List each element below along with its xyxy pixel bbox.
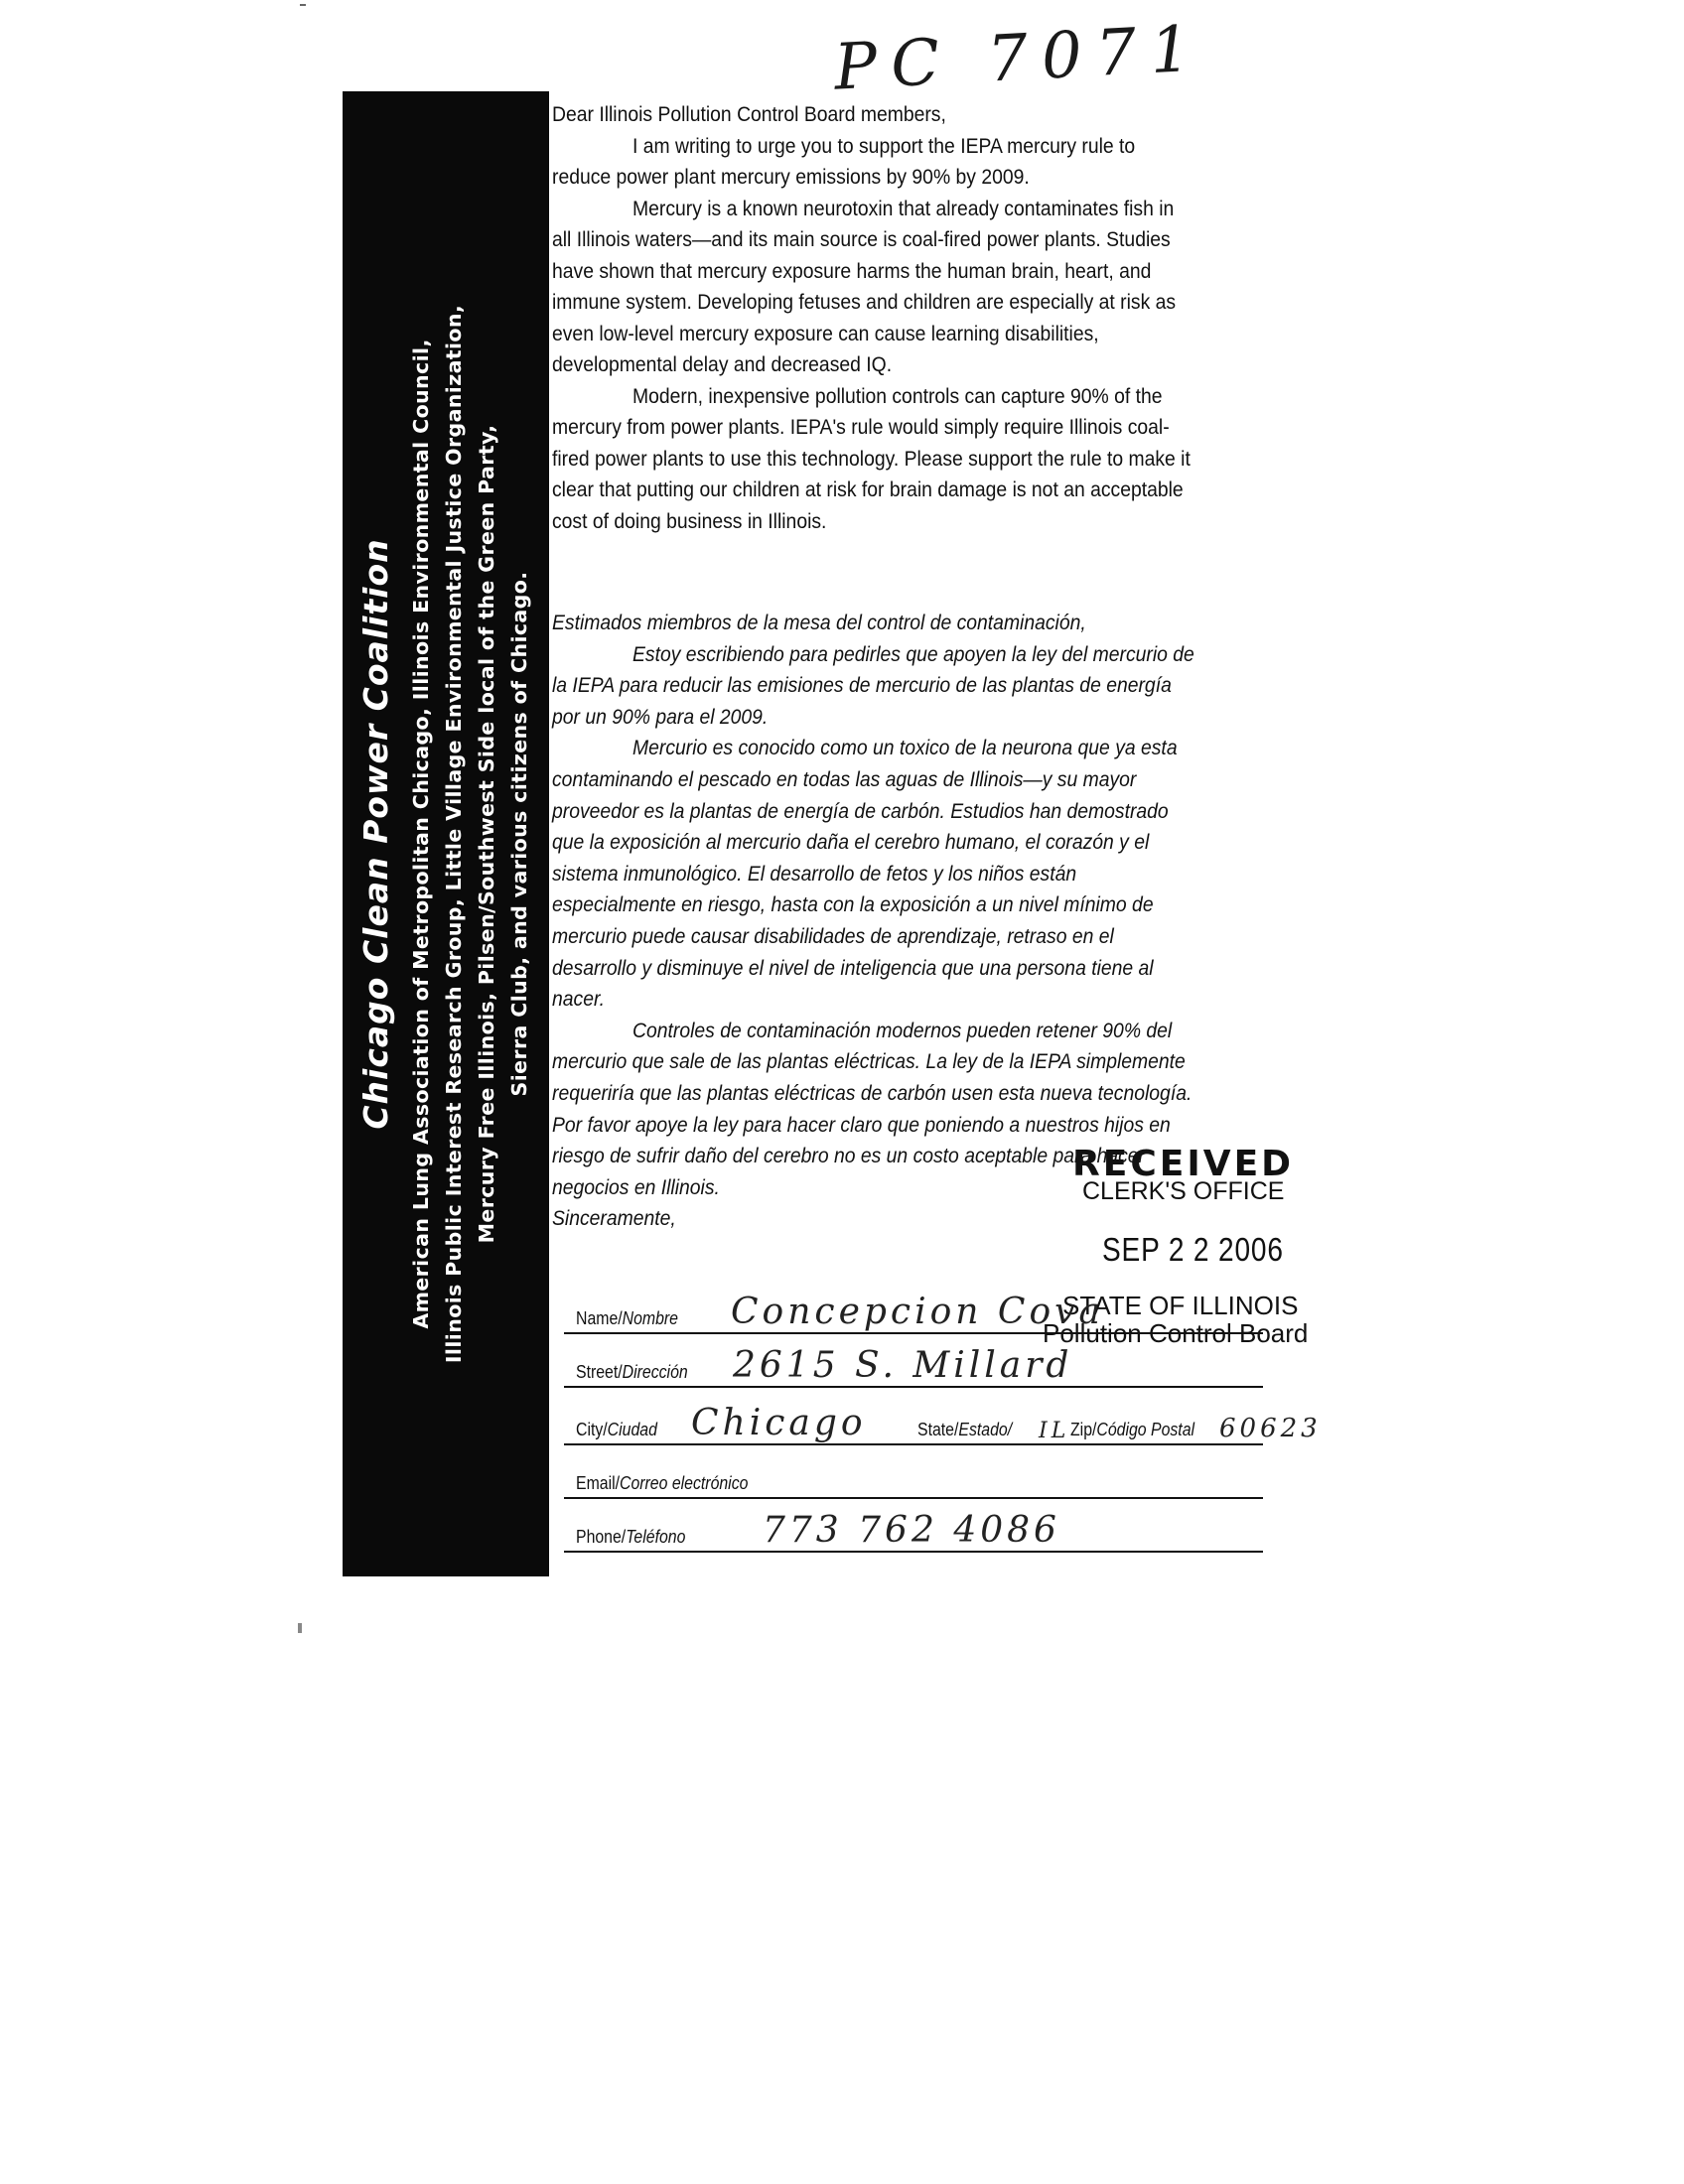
coalition-members-line-4: Sierra Club, and various citizens of Chicago. [506, 571, 531, 1097]
spanish-letter [552, 608, 1195, 1235]
phone-field[interactable] [564, 1510, 1263, 1553]
spanish-closing: Sinceramente, [552, 1206, 676, 1231]
email-label: Email/Correo electrónico [576, 1473, 749, 1493]
spanish-paragraph-1: Estoy escribiendo para pedirles que apoyen la ley del mercurio de la IEPA para reducir las emisiones de mercurio de las plantas de energía por un 90% para el 2009. [552, 641, 1194, 729]
received-date-stamp: SEP 2 2 2006 [1102, 1231, 1284, 1268]
stray-mark [300, 4, 306, 6]
spanish-paragraph-2: Mercurio es conocido como un toxico de la neurona que ya esta contaminando el pescado en todas las aguas de Illinois—y su mayor proveedor es la plantas de energía de carbón. Estudios han demostrado que la exposición al mercurio daña el cerebro humano, el corazón y el sistema inmunológico. El desarrollo de fetos y los niños están especialmente en riesgo, hasta con la exposición a un nivel mínimo de mercurio puede causar disabilidades de aprendizaje, retraso en el desarrollo y disminuye el nivel de inteligencia que una persona tiene al nacer. [552, 736, 1178, 1012]
english-letter [552, 99, 1195, 537]
received-stamp: RECEIVED [1072, 1144, 1295, 1184]
city-label: City/Ciudad [576, 1420, 657, 1439]
state-stamp: STATE OF ILLINOIS [1062, 1291, 1299, 1320]
email-field[interactable] [564, 1461, 1263, 1499]
phone-value: 773 762 4086 [763, 1510, 1060, 1551]
spanish-salutation: Estimados miembros de la mesa del control de contaminación, [552, 611, 1086, 634]
name-label: Name/Nombre [576, 1308, 679, 1328]
handwritten-document-id: PC 7071 [832, 12, 1206, 105]
state-value: IL [1039, 1419, 1070, 1443]
coalition-members-line-1: American Lung Association of Metropolitan Chicago, Illinois Environmental Council, [408, 339, 433, 1329]
coalition-members-line-3: Mercury Free Illinois, Pilsen/Southwest Side local of the Green Party, [474, 424, 498, 1244]
name-value: Concepcion Cova [731, 1292, 1104, 1332]
name-field[interactable] [564, 1292, 1263, 1334]
city-state-zip-field[interactable] [564, 1403, 1322, 1445]
zip-value: 60623 [1219, 1414, 1322, 1443]
clerks-office-stamp: CLERK'S OFFICE [1082, 1177, 1285, 1205]
city-value: Chicago [691, 1403, 867, 1443]
state-label: State/Estado/ [917, 1420, 1013, 1439]
board-stamp: Pollution Control Board [1043, 1318, 1309, 1348]
english-paragraph-3: Modern, inexpensive pollution controls can capture 90% of the mercury from power plants. IEPA's rule would simply require Illinois coal-fired power plants to use this technology. Please support the rule to make it clear that putting our children at risk for brain damage is not an acceptable cost of doing business in Illinois. [552, 383, 1191, 533]
street-value: 2615 S. Millard [733, 1345, 1073, 1386]
sidebar-rotated-text [343, 91, 549, 1576]
english-paragraph-2: Mercury is a known neurotoxin that already contaminates fish in all Illinois waters—and its main source is coal-fired power plants. Studies have shown that mercury exposure harms the human brain, heart, and immune system. Developing fetuses and children are especially at risk as even low-level mercury exposure can cause learning disabilities, developmental delay and decreased IQ. [552, 196, 1177, 376]
zip-label: Zip/Código Postal [1070, 1420, 1195, 1439]
street-field[interactable] [564, 1345, 1263, 1388]
smudge-mark [298, 1623, 302, 1633]
english-paragraph-1: I am writing to urge you to support the IEPA mercury rule to reduce power plant mercury emissions by 90% by 2009. [552, 133, 1136, 189]
coalition-members-line-2: Illinois Public Interest Research Group, Little Village Environmental Justice Organization, [441, 304, 466, 1364]
phone-label: Phone/Teléfono [576, 1527, 686, 1547]
coalition-sidebar [343, 91, 549, 1576]
spanish-paragraph-3: Controles de contaminación modernos pueden retener 90% del mercurio que sale de las plantas eléctricas. La ley de la IEPA simplemente requeriría que las plantas eléctricas de carbón usen esta nueva tecnología. Por favor apoye la ley para hacer claro que poniendo a nuestros hijos en riesgo de sufrir daño del cerebro no es un costo aceptable para hacer negocios en Illinois. [552, 1018, 1193, 1199]
english-salutation: Dear Illinois Pollution Control Board members, [552, 102, 946, 126]
street-label: Street/Dirección [576, 1362, 688, 1382]
coalition-title: Chicago Clean Power Coalition [355, 538, 395, 1130]
